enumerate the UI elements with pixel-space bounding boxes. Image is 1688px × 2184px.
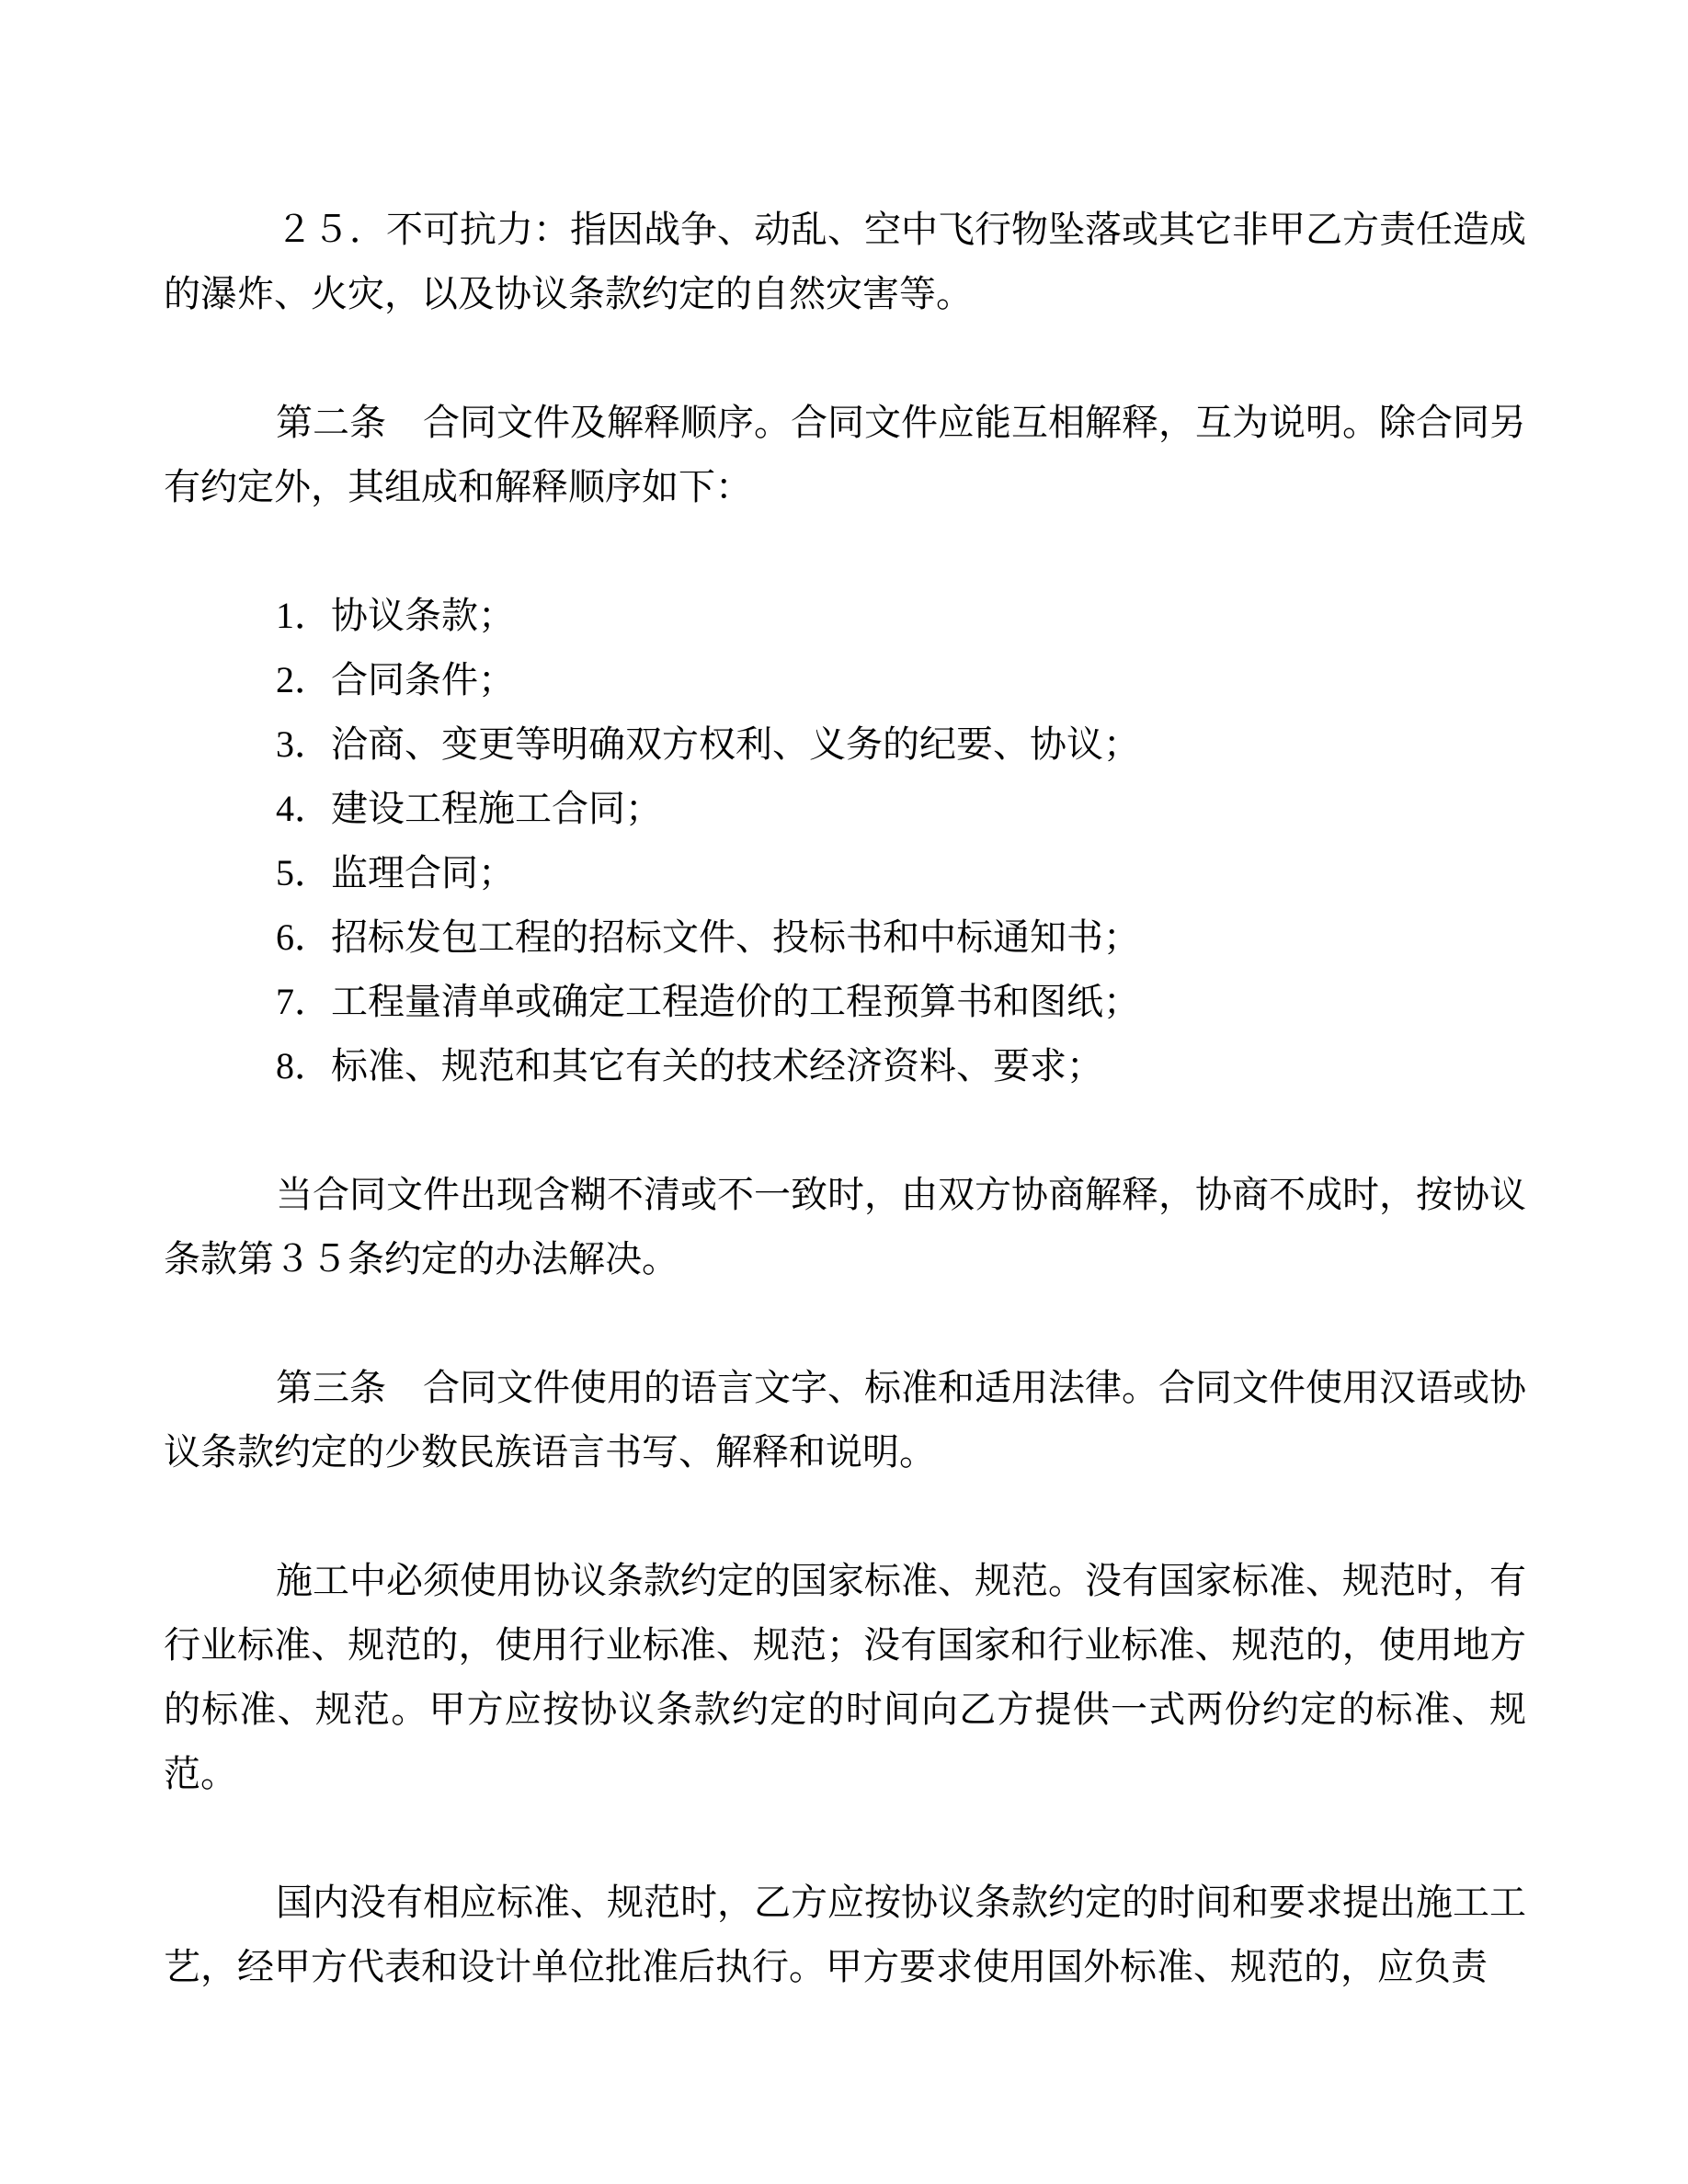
- paragraph-standards-usage: 施工中必须使用协议条款约定的国家标准、规范。没有国家标准、规范时，有行业标准、规范的，使用行业标准、规范；没有国家和行业标准、规范的，使用地方的标准、规范。甲方应按协议条款约定的时间向乙方提供一式两份约定的标准、规范。: [164, 1560, 1526, 1794]
- list-item-1-agreement-clauses: 1．协议条款；: [276, 595, 515, 636]
- list-item-4-construction-contract: 4．建设工程施工合同；: [276, 788, 662, 829]
- paragraph-article-2-heading: 第二条 合同文件及解释顺序。合同文件应能互相解释，互为说明。除合同另有约定外，其组成和解释顺序如下：: [164, 402, 1526, 507]
- contract-documents-order-list: [164, 584, 1526, 1098]
- paragraph-article-3-heading: 第三条 合同文件使用的语言文字、标准和适用法律。合同文件使用汉语或协议条款约定的少数民族语言书写、解释和说明。: [164, 1367, 1526, 1473]
- list-item-2-contract-conditions: 2．合同条件；: [276, 659, 515, 700]
- paragraph-ambiguity-resolution: 当合同文件出现含糊不清或不一致时，由双方协商解释，协商不成时，按协议条款第３５条约定的办法解决。: [164, 1174, 1526, 1280]
- paragraph-force-majeure-definition: ２５．不可抗力：指因战争、动乱、空中飞行物坠落或其它非甲乙方责任造成的瀑炸、火灾，以及协议条款约定的自然灾害等。: [164, 209, 1526, 314]
- list-item-3-negotiation-records: 3．洽商、变更等明确双方权利、义务的纪要、协议；: [276, 723, 1140, 765]
- document-body: [164, 198, 1526, 1999]
- list-item-7-bill-of-quantities: 7．工程量清单或确定工程造价的工程预算书和图纸；: [276, 981, 1140, 1022]
- list-item-5-supervision-contract: 5．监理合同；: [276, 852, 515, 893]
- list-item-6-bidding-documents: 6．招标发包工程的招标文件、投标书和中标通知书；: [276, 916, 1140, 958]
- list-item-8-standards-specifications: 8．标准、规范和其它有关的技术经济资料、要求；: [276, 1045, 1103, 1086]
- paragraph-no-domestic-standards: 国内没有相应标准、规范时，乙方应按协议条款约定的时间和要求提出施工工艺，经甲方代表和设计单位批准后执行。甲方要求使用国外标准、规范的，应负责: [164, 1882, 1526, 1987]
